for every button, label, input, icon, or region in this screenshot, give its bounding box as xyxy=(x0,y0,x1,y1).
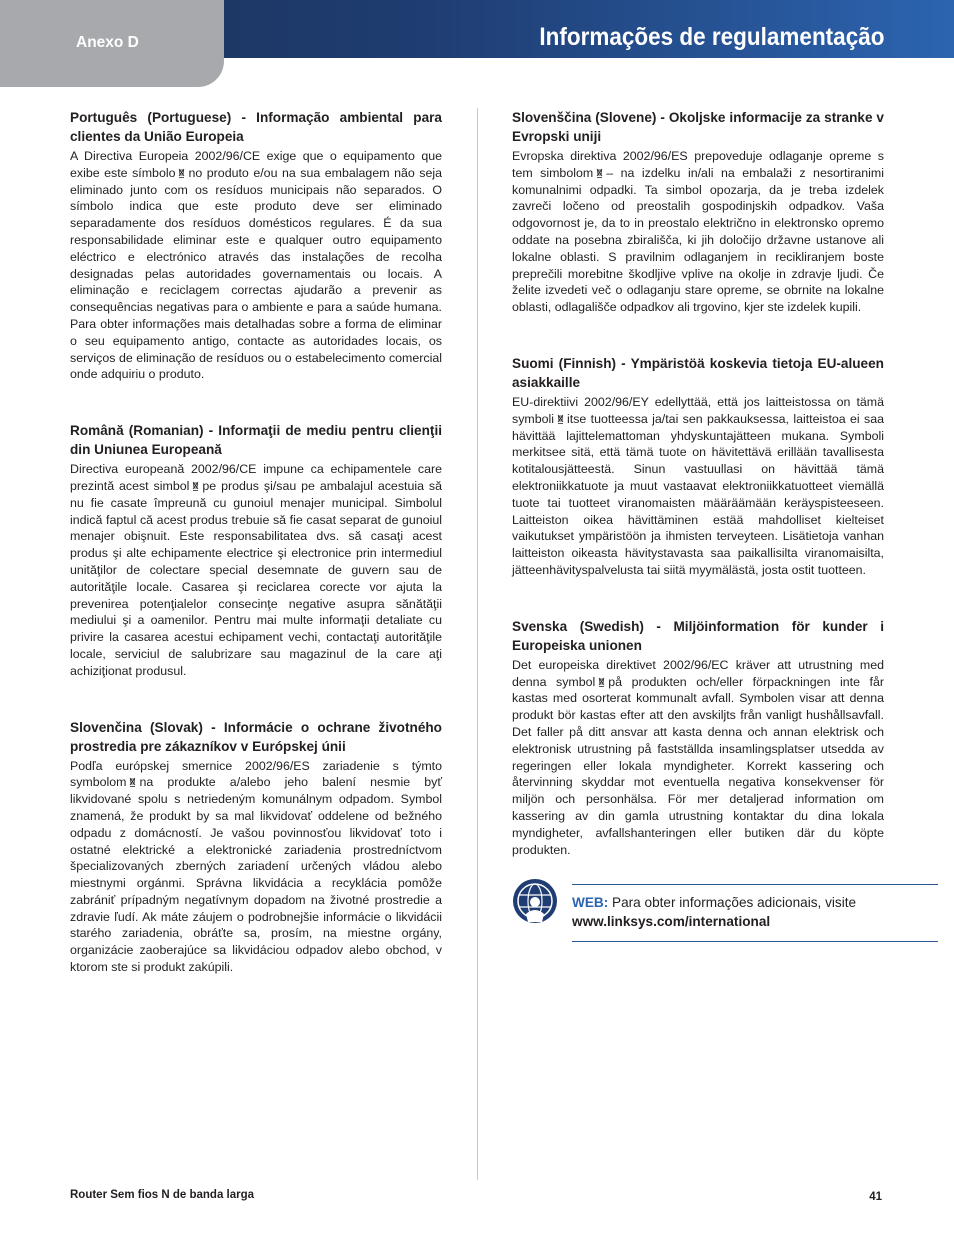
web-note xyxy=(572,884,938,942)
footer-product-name: Router Sem fios N de banda larga xyxy=(70,1189,255,1201)
weee-bin-icon xyxy=(178,167,185,178)
section-body xyxy=(512,394,884,579)
body-text-start: A Directiva Europeia 2002/96/CE exige que o equipamento que exibe este símbolo xyxy=(70,149,442,180)
section-portuguese xyxy=(70,108,442,383)
web-label: WEB: xyxy=(572,895,609,911)
section-slovene xyxy=(512,108,884,316)
column-divider xyxy=(477,108,478,1180)
section-slovak xyxy=(70,718,442,976)
body-text-start: Evropska direktiva 2002/96/ES prepoveduje odlaganje opreme s tem simbolom xyxy=(512,149,884,180)
body-text-end: itse tuotteessa ja/tai sen pakkauksessa, laitteistoa ei saa hävittää lajittelemattoman yhdyskuntajätteen mukana. Symboli merkitsee sitä, että tämä tuote on hävitettävä erillään tavallisesta kotitalousjätteestä. Sinun vastuullasi on hävittää tämä elektroniikkatuote ja muut vastaavat elektroniikkatuotteet viemällä tuote tai tuotteet viranomaisten määräämään keräyspisteeseen. Laitteiston oikea hävittäminen estää mahdolliset kielteiset vaikutukset ympäristöön ja ihmisten terveyteen. Lisätietoja vanhan laitteiston oikeasta hävitystavasta saa paikallisilta viranomaisilta, jätteenhävityspalvelusta tai siitä myymälästä, josta ostit tuotteen. xyxy=(512,411,884,577)
section-heading: Português (Portuguese) - Informação ambiental para clientes da União Europeia xyxy=(70,110,442,144)
body-text-end: na produkte a/alebo jeho balení nesmie byť likvidované spolu s netriedeným komunálnym odpadom. Symbol znamená, že produkt by sa mal likvidovať oddelene od bežného odpadu z domácností. Je vašou povinnosťou likvidovať toto i ostatné elektrické a elektronické zariadenia prostredníctvom špecializovaných zberných zariadení určených vládou alebo miestnymi orgánmi. Správna likvidácia a recyklácia pomôže zabrániť prípadným negatívnym dopadom na životné prostredie a zdravie ľudí. Ak máte záujem o podrobnejšie informácie o likvidácii starého zariadenia, obráťte sa, prosím, na miestne orgány, organizácie zaoberajúce sa likvidáciou odpadov alebo obchod, v ktorom ste si produkt zakúpili. xyxy=(70,775,442,975)
body-text-start: Det europeiska direktivet 2002/96/EC kräver att utrustning med denna symbol xyxy=(512,657,884,689)
section-heading: Slovenčina (Slovak) - Informácie o ochrane životného prostredia pre zákazníkov v Európskej únii xyxy=(70,719,442,754)
section-body xyxy=(70,148,442,383)
body-text-end: – na izdelku in/ali na embalaži z nesortiranimi komunalnimi odpadki. Ta simbol opozarja, da je treba izdelek zavreči ločeno od preostalih gospodinjskih odpadkov. Vaša odgovornost je, da to in preostalo električno in elektronsko opremo oddate na posebna zbirališča, ki jih določijo državne ustanove ali lokalne oblasti. S pravilnim odlaganjem in recikliranjem boste preprečili morebitne škodljive vplive na okolje in zdravje ljudi. Če želite izvedeti več o odlaganju stare opreme, se obrnite na lokalne oblasti, odlagališče odpadkov ali trgovino, kjer ste izdelek kupili. xyxy=(512,165,884,315)
web-description: Para obter informações adicionais, visite xyxy=(608,895,857,911)
page-number: 41 xyxy=(869,1191,882,1203)
section-body xyxy=(70,758,442,976)
globe-icon xyxy=(512,878,558,924)
appendix-label: Anexo D xyxy=(76,34,139,51)
section-heading: Română (Romanian) - Informaţii de mediu pentru clienţii din Uniunea Europeană xyxy=(70,423,442,458)
section-heading: Svenska (Swedish) - Miljöinformation för kunder i Europeiska unionen xyxy=(512,618,884,653)
weee-bin-icon xyxy=(598,676,605,687)
web-note-text xyxy=(572,893,856,931)
body-text-start: Directiva europeană 2002/96/CE impune ca echipamentele care prezintă acest simbol xyxy=(70,462,442,493)
right-column xyxy=(512,108,884,942)
weee-bin-icon xyxy=(192,480,199,491)
weee-bin-icon xyxy=(129,776,136,787)
body-text-end: no produto e/ou na sua embalagem não seja eliminado junto com os resíduos municipais não separados. O símbolo indica que este produto deve ser eliminado separadamente dos resíduos domésticos regulares. É da sua responsabilidade eliminar este e qualquer outro equipamento eléctrico e electrónico através das instalações de recolha designadas pelas autoridades governamentais ou locais. A eliminação e reciclagem correctas ajudarão a prevenir as consequências negativas para o ambiente e para a saúde humana. Para obter informações mais detalhadas sobre a forma de eliminar o seu equipamento antigo, contacte as autoridades locais, os serviços de eliminação de resíduos ou o estabelecimento comercial onde adquiriu o produto. xyxy=(70,165,442,382)
section-heading: Suomi (Finnish) - Ympäristöä koskevia tietoja EU-alueen asiakkaille xyxy=(512,355,884,390)
page-title: Informações de regulamentação xyxy=(538,23,884,51)
section-body xyxy=(512,657,884,859)
section-heading: Slovenščina (Slovene) - Okoljske informacije za stranke v Evropski uniji xyxy=(512,110,884,144)
body-text-end: pe produs şi/sau pe ambalajul acestuia să nu fie casate împreună cu gunoiul menajer municipal. Simbolul indică faptul că acest produs trebuie să fie casat separat de gunoiul menajer obişnuit. Este responsabilitatea dvs. să casaţi acest produs şi alte echipamente electrice şi electronice prin intermediul unităţilor de colectare special desemnate de guvern sau de autorităţile locale. Casarea şi reciclarea corecte vor ajuta la prevenirea potenţialelor consecinţe negative asupra sănătăţii mediului şi a oamenilor. Pentru mai multe informaţii detaliate cu privire la casarea acestui echipament vechi, contactaţi autorităţile locale, serviciul de salubrizare sau magazinul de la care aţi achiziţionat produsul. xyxy=(70,478,442,678)
section-body xyxy=(512,148,884,316)
weee-bin-icon xyxy=(596,167,603,178)
section-romanian xyxy=(70,421,442,679)
weee-bin-icon xyxy=(557,413,564,424)
body-text-start: EU-direktiivi 2002/96/EY edellyttää, että jos laitteistossa on tämä symboli xyxy=(512,394,884,426)
section-body xyxy=(70,461,442,679)
section-swedish xyxy=(512,617,884,859)
body-text-start: Podľa európskej smernice 2002/96/ES zariadenie s týmto symbolom xyxy=(70,758,442,790)
left-column xyxy=(70,108,442,1014)
body-text-end: på produkten och/eller förpackningen inte får kastas med osorterat kommunalt avfall. Symbolen visar att denna produkt bör kastas efter att den avskiljts från vanligt hushållsavfall. Det faller på ditt ansvar att kasta denna och annan elektrisk och elektronisk utrustning på fastställda insamlingsplatser utsedda av regeringen eller lokala myndigheter. Korrekt kassering och återvinning skyddar mot eventuella negativa konsekvenser för miljön och personhälsa. För mer detaljerad information om kassering av din gamla utrustning kontaktar du dina lokala myndigheter, avfallshanteringen eller butiken där du köpte produkten. xyxy=(512,674,884,857)
section-finnish xyxy=(512,354,884,579)
web-url-link[interactable]: www.linksys.com/international xyxy=(572,914,771,930)
